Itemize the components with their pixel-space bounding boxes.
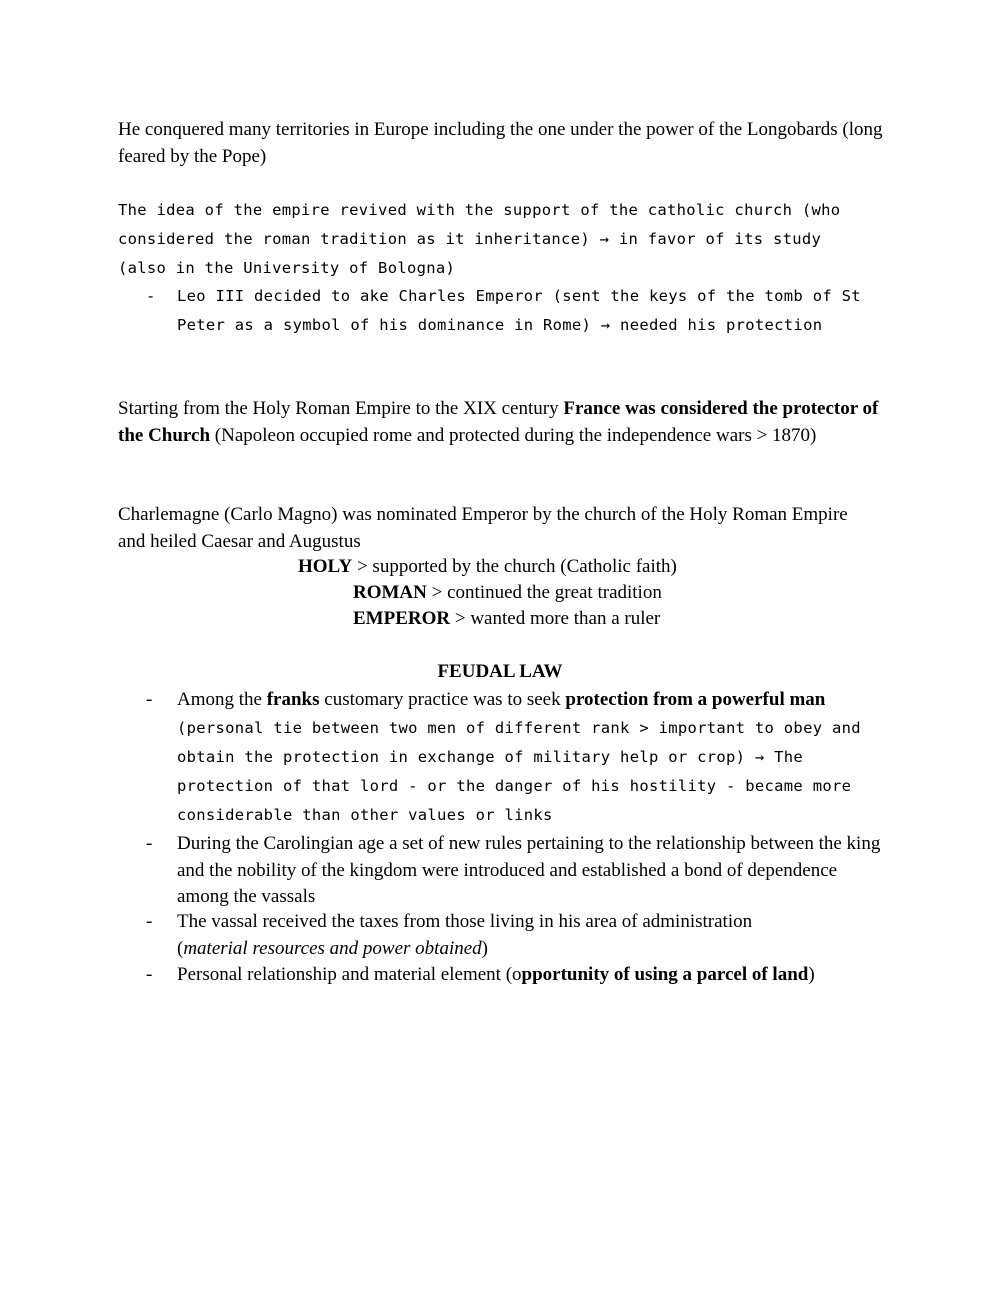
term-emperor-label: EMPEROR (353, 608, 451, 629)
term-emperor (353, 606, 660, 633)
paragraph-conquests-text: He conquered many territories in Europe including the one under the power of the Longobards (long feared by the Pope) (118, 119, 883, 167)
list-item-franks-detail: (personal tie between two men of different rank > important to obey and obtain the protection in exchange of military help or crop) → The protection of that lord - or the danger of his hostility - became more considerable than other values or links (177, 718, 861, 824)
term-emperor-desc: > wanted more than a ruler (450, 608, 661, 629)
paragraph-france-protector (118, 396, 893, 449)
term-holy (298, 554, 677, 581)
list-item-franks-body (177, 687, 917, 830)
list-dash: - (146, 833, 153, 854)
list-item-leo-iii-text: Leo III decided to ake Charles Emperor (sent the keys of the tomb of St Peter as a symbol of his dominance in Rome) → needed his protection (177, 287, 861, 334)
list-item-vassal-note (177, 936, 897, 963)
paragraph-conquests (118, 117, 898, 170)
list-dash: - (146, 287, 156, 305)
list-item-land-text (177, 962, 897, 989)
land-pre: Personal relationship and material element (o (177, 964, 522, 985)
list-item-vassal-body (177, 909, 897, 962)
term-holy-label: HOLY (298, 556, 353, 577)
paren-close: ) (481, 937, 488, 959)
land-post: ) (808, 964, 815, 985)
paren-open: ( (177, 937, 184, 959)
land-bold: pportunity of using a parcel of land (521, 964, 809, 985)
section-title-feudal-law: FEUDAL LAW (437, 661, 563, 682)
list-item-franks-lead (177, 687, 917, 714)
term-holy-desc: > supported by the church (Catholic faith) (352, 556, 677, 577)
franks-pre: Among the (177, 689, 267, 710)
paragraph-empire-idea-text: The idea of the empire revived with the support of the catholic church (who considered the roman tradition as it inheritance) → in favor of its study (also in the University of Bologna) (118, 201, 841, 277)
paragraph-france-bold: France was considered the protector of the Church (118, 398, 879, 446)
franks-mid: customary practice was to seek (319, 689, 566, 710)
term-roman (353, 580, 662, 607)
vassal-italic-note: material resources and power obtained (183, 937, 482, 959)
franks-bold: franks (266, 689, 320, 710)
list-dash: - (146, 911, 153, 932)
franks-protection-bold: protection from a powerful man (565, 689, 826, 710)
paragraph-charlemagne (118, 502, 878, 555)
term-roman-desc: > continued the great tradition (426, 582, 662, 603)
paragraph-france-pre: Starting from the Holy Roman Empire to the XIX century (118, 398, 564, 419)
paragraph-empire-idea (118, 196, 878, 283)
term-roman-label: ROMAN (353, 582, 427, 603)
paragraph-charlemagne-text: Charlemagne (Carlo Magno) was nominated Emperor by the church of the Holy Roman Empire and heiled Caesar and Augustus (118, 504, 848, 552)
list-item-vassal-text: The vassal received the taxes from those living in his area of administration (177, 911, 753, 932)
list-item-carolingian-text: During the Carolingian age a set of new rules pertaining to the relationship between the king and the nobility of the kingdom were introduced and established a bond of dependence among the vassals (177, 833, 881, 907)
list-dash: - (146, 964, 153, 985)
paragraph-france-post: (Napoleon occupied rome and protected during the independence wars > 1870) (210, 424, 817, 446)
list-dash: - (146, 689, 153, 710)
